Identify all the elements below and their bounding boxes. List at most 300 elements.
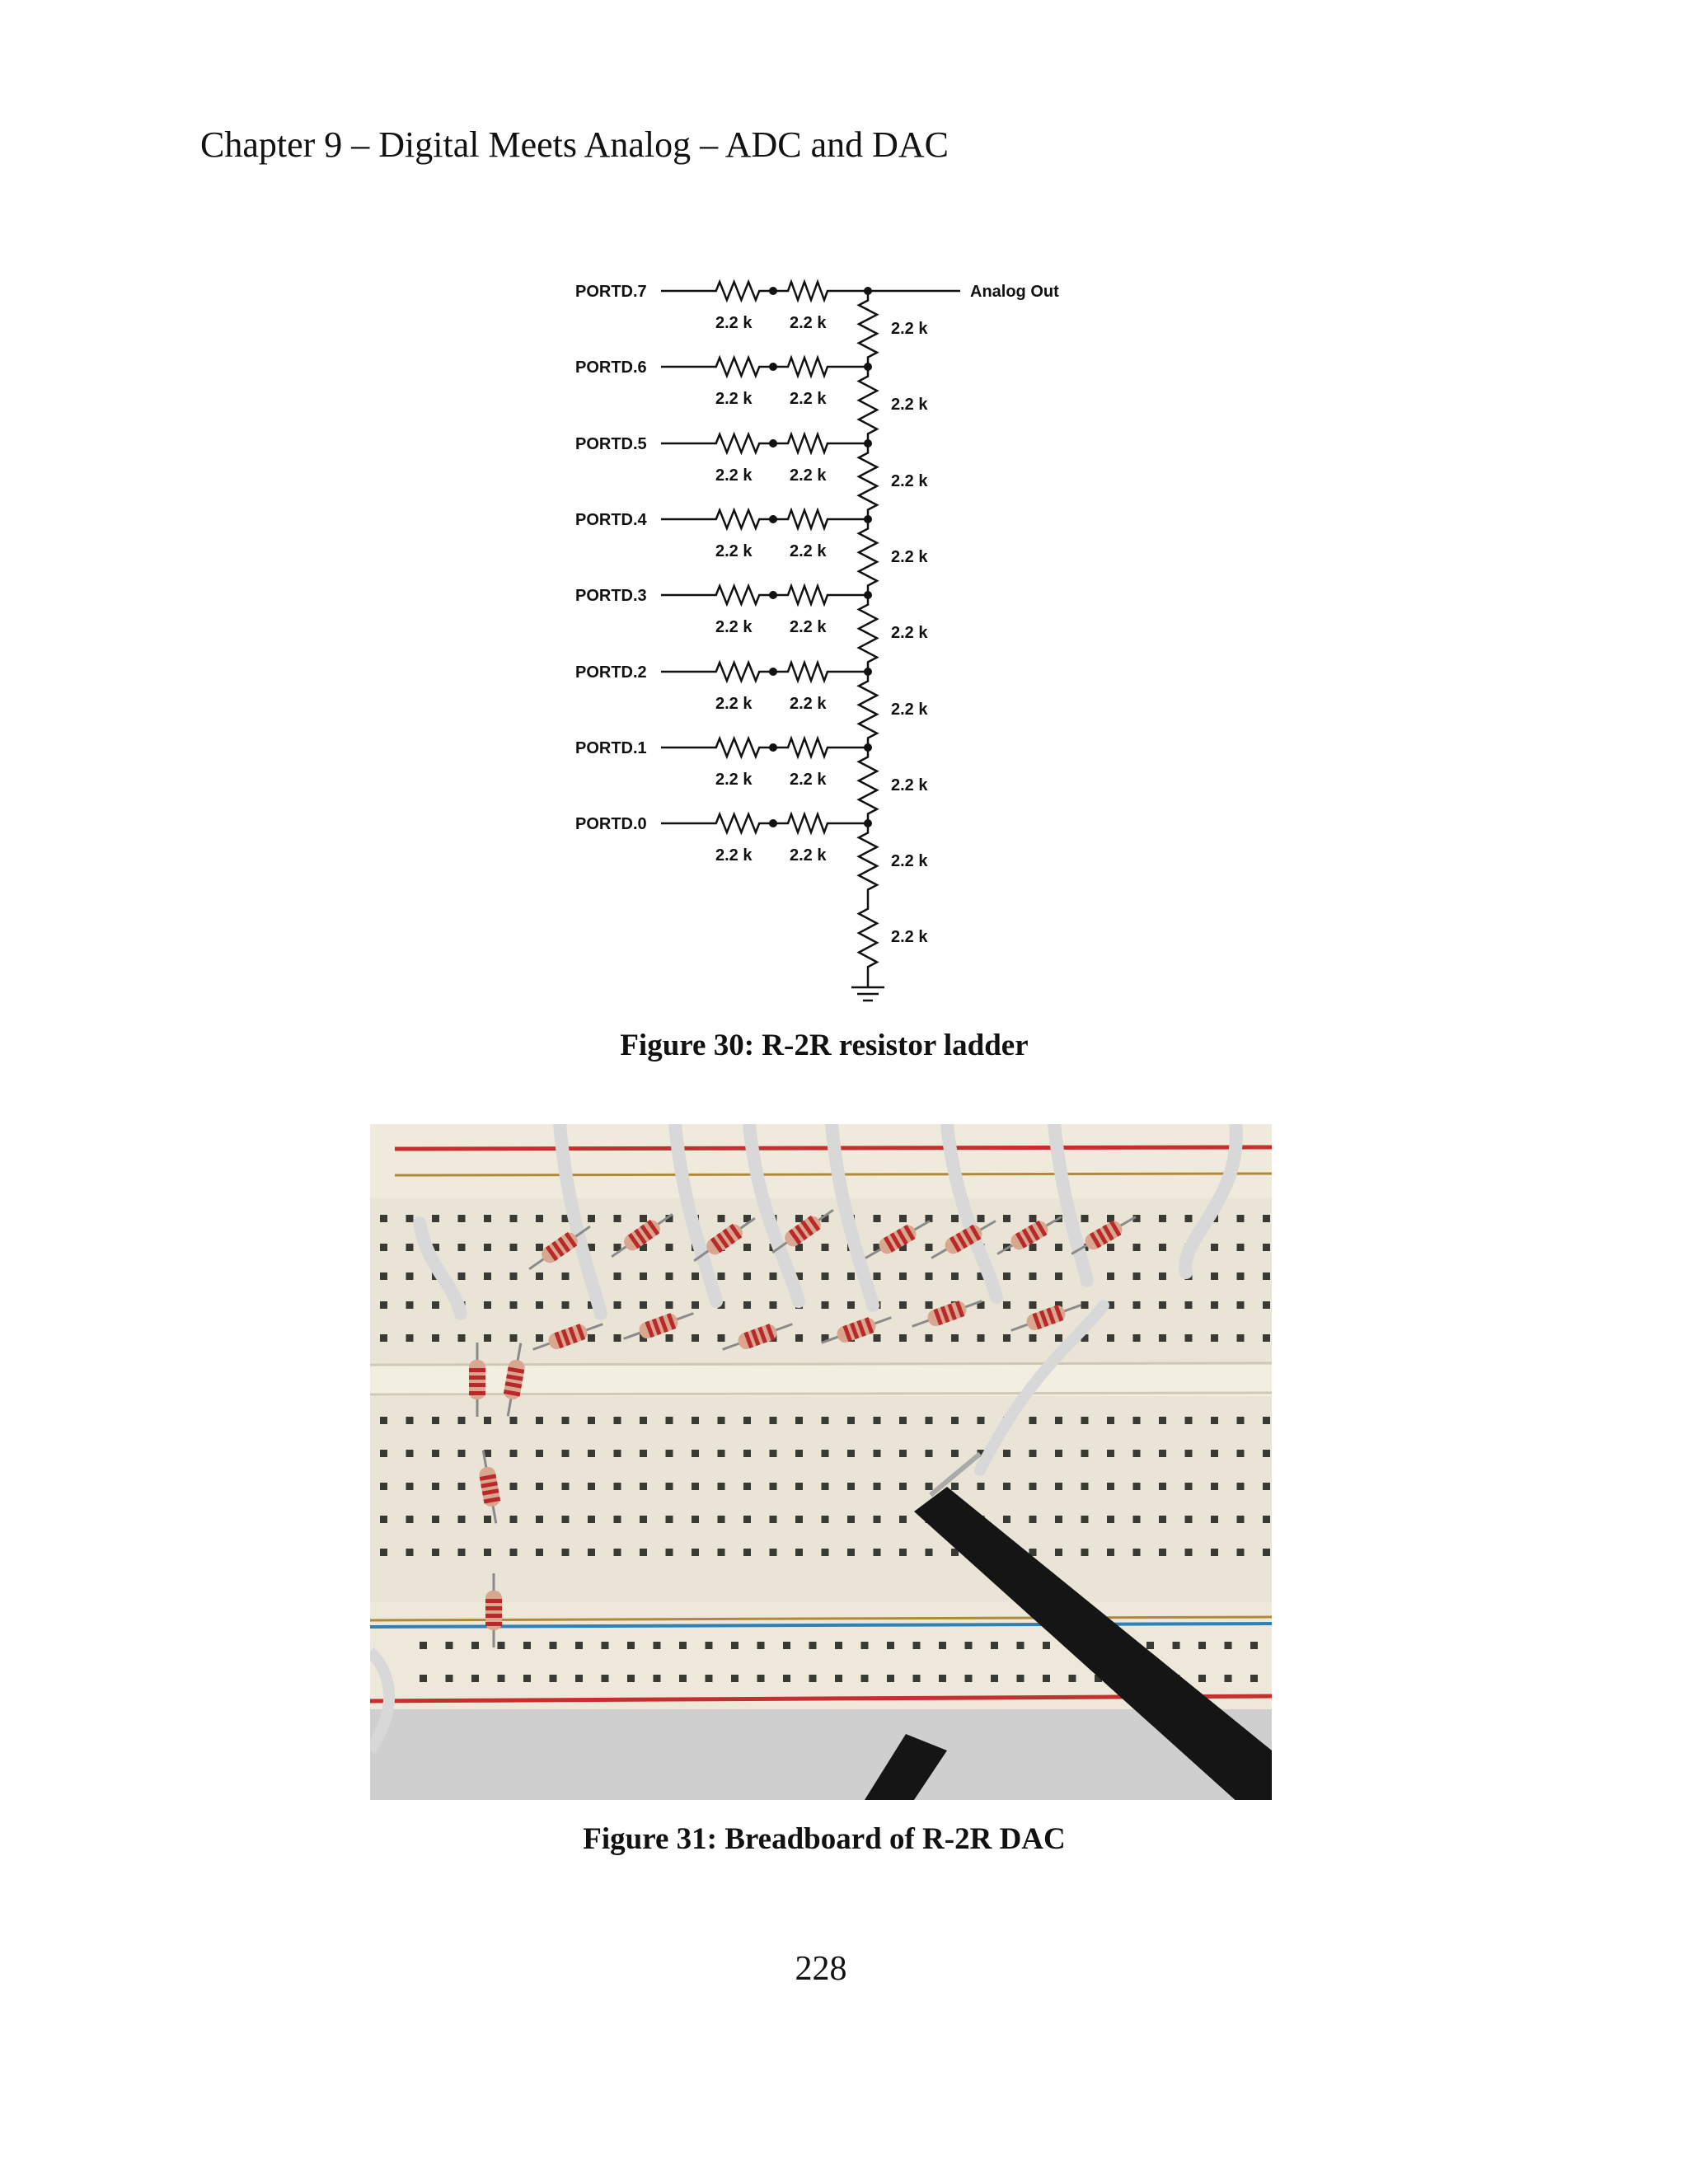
hole [498,1675,505,1682]
hole [1237,1483,1245,1490]
analog-out-label: Analog Out [970,283,1059,301]
hole [510,1450,518,1457]
port-label: PORTD.0 [575,815,647,833]
hole [666,1516,673,1523]
hole [1003,1483,1010,1490]
resistor-value-label: 2.2 k [715,618,753,636]
hole [420,1675,427,1682]
hole [743,1272,751,1280]
hole [770,1301,777,1309]
hole [666,1334,673,1342]
resistor-value-label: 2.2 k [891,624,928,642]
hole [1250,1675,1258,1682]
hole [926,1301,933,1309]
hole [1159,1272,1166,1280]
resistor-symbol [781,738,834,757]
hole [1185,1334,1193,1342]
hole [458,1516,466,1523]
resistor-symbol [859,443,877,519]
hole [1055,1272,1062,1280]
hole [731,1642,738,1649]
hole [1055,1334,1062,1342]
hole [718,1483,725,1490]
hole [510,1272,518,1280]
junction-dot [769,668,777,676]
resistor-band [469,1368,485,1372]
hole [1055,1516,1062,1523]
hole [913,1675,921,1682]
hole [939,1642,946,1649]
resistor-value-label: 2.2 k [715,314,753,332]
hole [847,1516,855,1523]
hole [562,1450,570,1457]
hole [614,1272,621,1280]
resistor-value-label: 2.2 k [790,695,827,713]
hole [550,1642,557,1649]
hole [951,1215,959,1222]
hole [692,1516,699,1523]
hole [666,1483,673,1490]
junction-dot [769,439,777,448]
resistor-band [485,1606,502,1610]
hole [1081,1215,1089,1222]
hole [835,1642,842,1649]
hole [822,1417,829,1424]
hole [1133,1272,1141,1280]
junction-dot [769,591,777,599]
page-number: 228 [795,1950,847,1988]
hole [874,1516,881,1523]
hole [847,1483,855,1490]
hole [1237,1215,1245,1222]
hole [380,1516,387,1523]
hole [770,1417,777,1424]
resistor-band [469,1391,485,1395]
resistor-value-label: 2.2 k [790,466,827,485]
hole [1237,1450,1245,1457]
hole [536,1215,543,1222]
hole [1055,1483,1062,1490]
hole [1250,1642,1258,1649]
hole [420,1642,427,1649]
junction-dot [769,819,777,827]
hole [1159,1244,1166,1251]
hole [523,1675,531,1682]
hole [1263,1549,1270,1556]
hole [1263,1450,1270,1457]
hole [926,1417,933,1424]
hole [614,1483,621,1490]
hole [536,1417,543,1424]
hole [640,1516,647,1523]
hole [1263,1301,1270,1309]
hole [380,1417,387,1424]
hole [446,1675,453,1682]
port-label: PORTD.2 [575,663,647,682]
hole [1055,1450,1062,1457]
hole [743,1244,751,1251]
hole [1159,1417,1166,1424]
hole [614,1215,621,1222]
hole [822,1549,829,1556]
hole [1185,1417,1193,1424]
hole [743,1516,751,1523]
resistor-symbol [859,899,877,977]
resistor-value-label: 2.2 k [790,846,827,865]
hole [666,1417,673,1424]
hole [770,1483,777,1490]
resistor-symbol [781,358,834,376]
hole [718,1417,725,1424]
hole [1081,1516,1089,1523]
resistor-band [469,1376,485,1380]
hole [822,1244,829,1251]
hole [666,1244,673,1251]
hole [1107,1549,1114,1556]
hole [887,1675,894,1682]
hole [484,1244,491,1251]
resistor-symbol [859,672,877,748]
hole [822,1483,829,1490]
hole [1003,1334,1010,1342]
hole [380,1450,387,1457]
hole [847,1417,855,1424]
resistor-value-label: 2.2 k [891,396,928,414]
hole [835,1675,842,1682]
hole [692,1272,699,1280]
resistor-value-label: 2.2 k [715,542,753,560]
resistor-value-label: 2.2 k [790,390,827,408]
hole [718,1272,725,1280]
hole [706,1642,713,1649]
hole [795,1549,803,1556]
hole [757,1675,765,1682]
resistor-band [485,1622,502,1626]
hole [718,1334,725,1342]
resistor-symbol [709,814,767,832]
figure-31-caption: Figure 31: Breadboard of R-2R DAC [583,1822,1066,1856]
hole [1237,1417,1245,1424]
table-surface [370,1709,1272,1800]
hole [951,1334,959,1342]
resistor-band [485,1599,502,1603]
hole [523,1642,531,1649]
hole [1055,1417,1062,1424]
hole [446,1642,453,1649]
hole [1146,1642,1154,1649]
hole [562,1483,570,1490]
port-label: PORTD.3 [575,587,647,605]
hole [951,1483,959,1490]
hole [1133,1334,1141,1342]
resistor-symbol [859,748,877,823]
hole [640,1483,647,1490]
hole [1211,1334,1218,1342]
hole [458,1215,466,1222]
hole [1017,1675,1025,1682]
hole [406,1516,414,1523]
junction-dot [769,363,777,371]
resistor-symbol [709,434,767,452]
hole [562,1417,570,1424]
hole [666,1301,673,1309]
hole [847,1450,855,1457]
hole [1107,1244,1114,1251]
resistor-symbol [781,663,834,681]
r2r-ladder-schematic [0,0,1688,1022]
hole [1017,1642,1025,1649]
hole [1133,1301,1141,1309]
hole [1263,1516,1270,1523]
hole [1003,1272,1010,1280]
resistor-symbol [859,519,877,595]
hole [874,1417,881,1424]
chapter-header: Chapter 9 – Digital Meets Analog – ADC and DAC [200,124,950,165]
hole [1237,1301,1245,1309]
hole [874,1334,881,1342]
hole [757,1642,765,1649]
hole [1185,1215,1193,1222]
hole [1173,1642,1180,1649]
hole [1198,1642,1206,1649]
hole [380,1215,387,1222]
hole [1237,1549,1245,1556]
hole [1003,1516,1010,1523]
hole [783,1675,790,1682]
hole [1133,1549,1141,1556]
hole [1003,1215,1010,1222]
hole [1211,1417,1218,1424]
hole [1029,1272,1037,1280]
hole [484,1215,491,1222]
hole [926,1334,933,1342]
hole [536,1301,543,1309]
junction-dot [769,515,777,523]
hole [406,1334,414,1342]
hole [1003,1301,1010,1309]
hole [795,1215,803,1222]
hole [627,1675,635,1682]
hole [614,1334,621,1342]
hole [913,1642,921,1649]
hole [432,1450,439,1457]
hole [926,1450,933,1457]
hole [1185,1483,1193,1490]
hole [406,1483,414,1490]
hole [1225,1642,1232,1649]
port-label: PORTD.5 [575,435,647,453]
hole [536,1483,543,1490]
hole [770,1272,777,1280]
hole [536,1334,543,1342]
hole [1055,1244,1062,1251]
hole [770,1450,777,1457]
hole [1055,1549,1062,1556]
hole [484,1272,491,1280]
hole [510,1549,518,1556]
hole [1159,1549,1166,1556]
hole [899,1483,907,1490]
hole [614,1549,621,1556]
hole [899,1516,907,1523]
hole [1043,1642,1050,1649]
hole [562,1516,570,1523]
hole [1081,1301,1089,1309]
hole [718,1549,725,1556]
hole [588,1549,595,1556]
hole [1029,1301,1037,1309]
hole [484,1301,491,1309]
hole [1185,1301,1193,1309]
hole [899,1215,907,1222]
hole [1263,1483,1270,1490]
hole [809,1675,817,1682]
hole [1263,1334,1270,1342]
hole [899,1450,907,1457]
resistor-symbol [859,595,877,672]
hole [899,1334,907,1342]
hole [1133,1417,1141,1424]
hole [692,1549,699,1556]
hole [1081,1483,1089,1490]
hole [432,1334,439,1342]
hole [1029,1244,1037,1251]
hole [1211,1483,1218,1490]
hole [718,1215,725,1222]
resistor-symbol [709,282,767,300]
hole [743,1483,751,1490]
hole [1237,1334,1245,1342]
hole [847,1301,855,1309]
hole [536,1549,543,1556]
hole [951,1272,959,1280]
resistor-symbol [709,663,767,681]
hole [1237,1272,1245,1280]
hole [978,1483,985,1490]
hole [562,1301,570,1309]
junction-dot [769,287,777,295]
hole [795,1417,803,1424]
hole [1263,1272,1270,1280]
hole [822,1301,829,1309]
hole [692,1483,699,1490]
hole [602,1675,609,1682]
hole [926,1549,933,1556]
hole [1198,1675,1206,1682]
hole [1159,1450,1166,1457]
hole [1107,1450,1114,1457]
hole [550,1675,557,1682]
hole [991,1642,998,1649]
hole [783,1642,790,1649]
hole [1133,1516,1141,1523]
hole [614,1516,621,1523]
hole [965,1642,973,1649]
hole [718,1516,725,1523]
hole [640,1272,647,1280]
hole [471,1642,479,1649]
hole [1107,1417,1114,1424]
hole [640,1549,647,1556]
resistor-value-label: 2.2 k [790,542,827,560]
hole [1185,1450,1193,1457]
hole [679,1675,687,1682]
hole [1159,1516,1166,1523]
hole [484,1417,491,1424]
hole [1029,1334,1037,1342]
hole [458,1549,466,1556]
hole [899,1272,907,1280]
hole [432,1516,439,1523]
hole [1211,1516,1218,1523]
hole [588,1516,595,1523]
hole [978,1334,985,1342]
hole [692,1301,699,1309]
hole [458,1417,466,1424]
hole [731,1675,738,1682]
hole [795,1483,803,1490]
hole [432,1301,439,1309]
hole [1211,1244,1218,1251]
resistor-band [469,1383,485,1387]
hole [899,1549,907,1556]
hole [926,1272,933,1280]
hole [380,1483,387,1490]
hole [1237,1244,1245,1251]
hole [1081,1549,1089,1556]
hole [1211,1450,1218,1457]
hole [926,1244,933,1251]
hole [1159,1215,1166,1222]
hole [510,1215,518,1222]
hole [1029,1215,1037,1222]
hole [1107,1334,1114,1342]
hole [484,1334,491,1342]
hole [406,1301,414,1309]
hole [640,1301,647,1309]
resistor-symbol [859,823,877,899]
hole [1211,1301,1218,1309]
hole [614,1301,621,1309]
hole [380,1334,387,1342]
hole [588,1483,595,1490]
resistor-value-label: 2.2 k [715,771,753,789]
hole [743,1549,751,1556]
hole [1029,1450,1037,1457]
hole [1003,1450,1010,1457]
hole [536,1244,543,1251]
hole [510,1244,518,1251]
hole [822,1450,829,1457]
hole [588,1450,595,1457]
resistor-symbol [709,586,767,604]
hole [822,1272,829,1280]
hole [536,1272,543,1280]
hole [743,1417,751,1424]
hole [588,1417,595,1424]
hole [847,1549,855,1556]
hole [458,1450,466,1457]
hole [1133,1244,1141,1251]
resistor-symbol [859,291,877,367]
hole [562,1272,570,1280]
hole [926,1483,933,1490]
resistor-symbol [781,814,834,832]
resistor-value-label: 2.2 k [891,928,928,946]
figure-30-caption: Figure 30: R-2R resistor ladder [620,1029,1029,1062]
resistor-value-label: 2.2 k [891,320,928,338]
hole [991,1675,998,1682]
